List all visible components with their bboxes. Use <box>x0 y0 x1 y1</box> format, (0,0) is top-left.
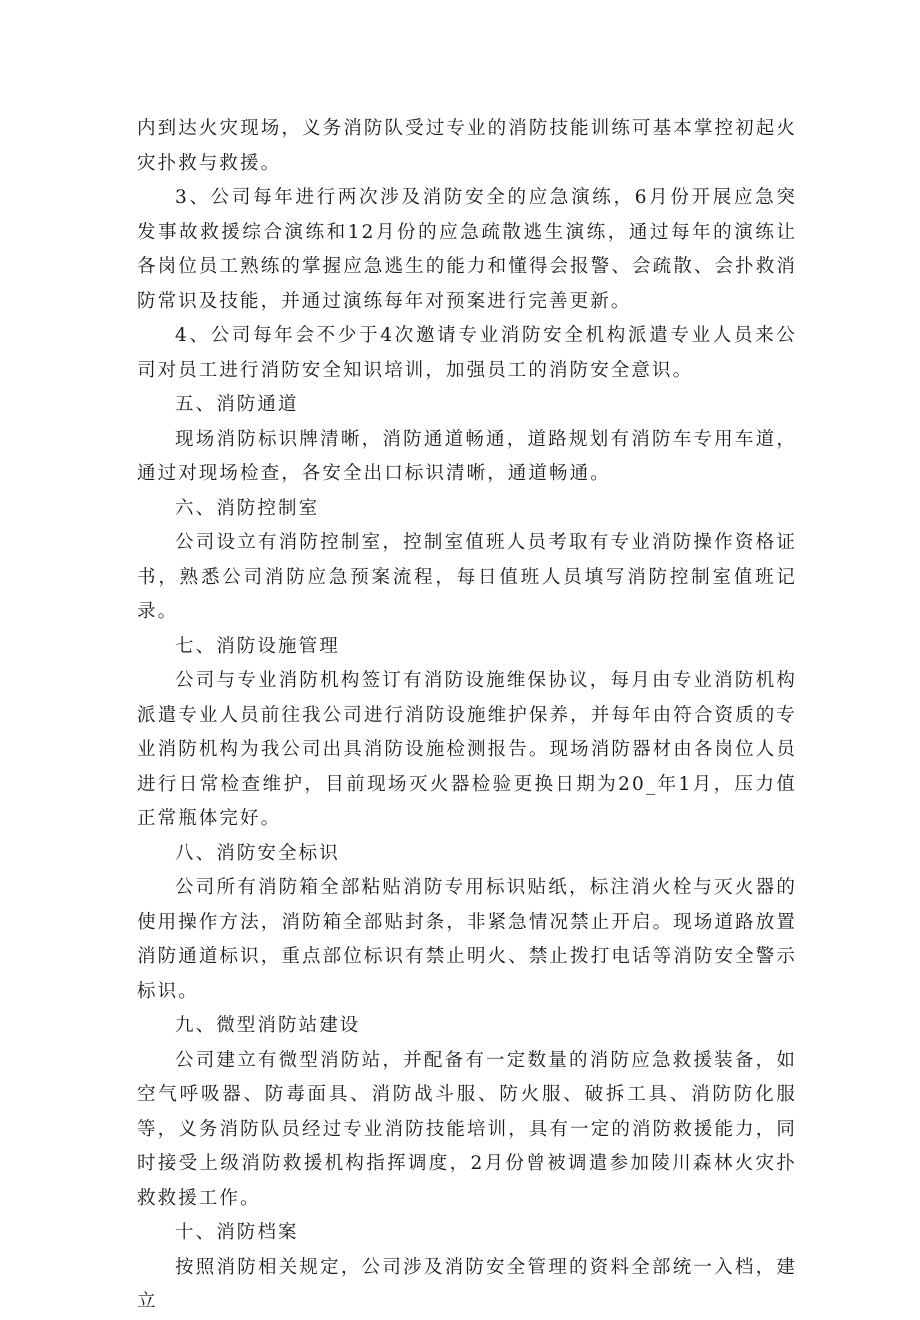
paragraph-micro-station: 公司建立有微型消防站，并配备有一定数量的消防应急救援装备，如空气呼吸器、防毒面具、消防战斗服、防火服、破拆工具、消防防化服等，义务消防队员经过专业消防技能培训，具有一定的消防救援能力，同时接受上级消防救援机构指挥调度，2月份曾被调遣参加陵川森林火灾扑救救援工作。 <box>137 1049 797 1209</box>
paragraph-facility-management: 公司与专业消防机构签订有消防设施维保协议，每月由专业消防机构派遣专业人员前往我公司进行消防设施维护保养，并每年由符合资质的专业消防机构为我公司出具消防设施检测报告。现场消防器材由各岗位人员进行日常检查维护，目前现场灭火器检验更换日期为20_年1月，压力值正常瓶体完好。 <box>137 670 797 829</box>
paragraph-control-room: 公司设立有消防控制室，控制室值班人员考取有专业消防操作资格证书，熟悉公司消防应急预案流程，每日值班人员填写消防控制室值班记录。 <box>137 532 797 622</box>
section-heading-control-room: 六、消防控制室 <box>175 497 320 519</box>
paragraph-item-3: 3、公司每年进行两次涉及消防安全的应急演练，6月份开展应急突发事故救援综合演练和12月份的应急疏散逃生演练，通过每年的演练让各岗位员工熟练的掌握应急逃生的能力和懂得会报警、会疏散、会扑救消防常识及技能，并通过演练每年对预案进行完善更新。 <box>137 187 797 312</box>
section-heading-safety-signs: 八、消防安全标识 <box>175 842 340 864</box>
section-heading-fire-passage: 五、消防通道 <box>175 394 299 415</box>
section-heading-facility-management: 七、消防设施管理 <box>175 635 340 657</box>
section-heading-micro-station: 九、微型消防站建设 <box>175 1015 361 1036</box>
paragraph-fire-archives: 按照消防相关规定，公司涉及消防安全管理的资料全部统一入档，建立 <box>137 1256 797 1312</box>
section-heading-fire-archives: 十、消防档案 <box>175 1222 299 1243</box>
document-body <box>137 112 797 1320</box>
paragraph-safety-signs: 公司所有消防箱全部粘贴消防专用标识贴纸，标注消火栓与灭火器的使用操作方法，消防箱全部贴封条，非紧急情况禁止开启。现场道路放置消防通道标识，重点部位标识有禁止明火、禁止拨打电话等消防安全警示标识。 <box>137 877 797 1002</box>
paragraph-item-4: 4、公司每年会不少于4次邀请专业消防安全机构派遣专业人员来公司对员工进行消防安全知识培训，加强员工的消防安全意识。 <box>137 325 797 381</box>
paragraph-fire-passage: 现场消防标识牌清晰，消防通道畅通，道路规划有消防车专用车道，通过对现场检查，各安全出口标识清晰，通道畅通。 <box>137 428 797 484</box>
paragraph-continuation: 内到达火灾现场，义务消防队受过专业的消防技能训练可基本掌控初起火灾扑救与救援。 <box>137 118 797 174</box>
